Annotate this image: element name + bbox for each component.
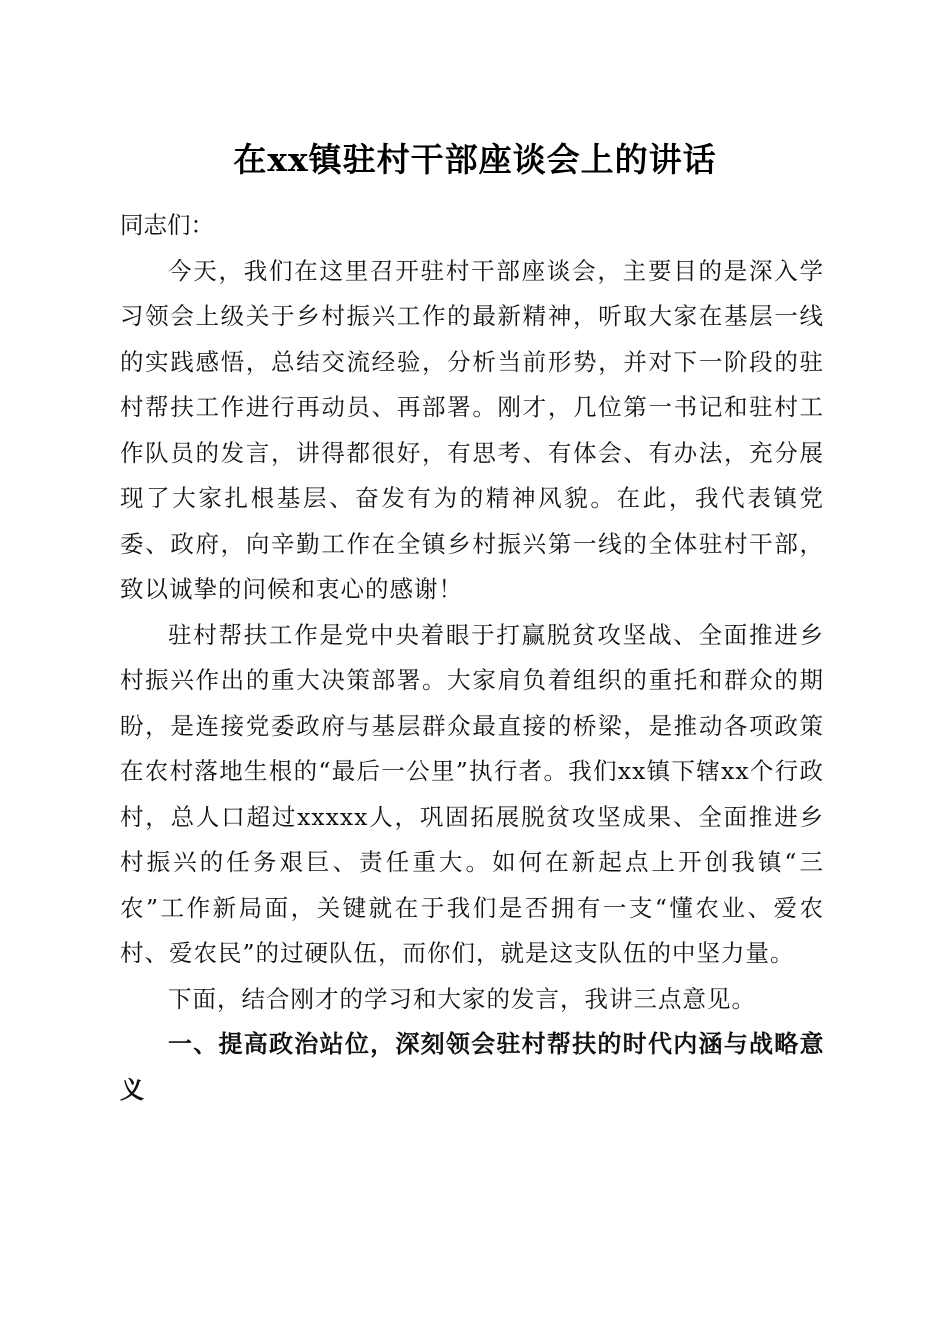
document-body [120, 203, 824, 1113]
salutation: 同志们： [120, 211, 214, 239]
document-title: 在xx镇驻村干部座谈会上的讲话 [233, 140, 717, 179]
paragraph-background: 驻村帮扶工作是党中央着眼于打赢脱贫攻坚战、全面推进乡村振兴作出的重大决策部署。大家肩负着组织的重托和群众的期盼，是连接党委政府与基层群众最直接的桥梁，是推动各项政策在农村落地生根的“最后一公里”执行者。我们xx镇下辖xx个行政村，总人口超过xxxxx人，巩固拓展脱贫攻坚成果、全面推进乡村振兴的任务艰巨、责任重大。如何在新起点上开创我镇“三农”工作新局面，关键就在于我们是否拥有一支“懂农业、爱农村、爱农民”的过硬队伍，而你们，就是这支队伍的中坚力量。 [120, 620, 824, 967]
paragraph-opening: 今天，我们在这里召开驻村干部座谈会，主要目的是深入学习领会上级关于乡村振兴工作的最新精神，听取大家在基层一线的实践感悟，总结交流经验，分析当前形势，并对下一阶段的驻村帮扶工作进行再动员、再部署。刚才，几位第一书记和驻村工作队员的发言，讲得都很好，有思考、有体会、有办法，充分展现了大家扎根基层、奋发有为的精神风貌。在此，我代表镇党委、政府，向辛勤工作在全镇乡村振兴第一线的全体驻村干部，致以诚挚的问候和衷心的感谢！ [120, 256, 824, 603]
section-heading-one: 一、提高政治站位，深刻领会驻村帮扶的时代内涵与战略意义 [120, 1030, 824, 1104]
paragraph-transition: 下面，结合刚才的学习和大家的发言，我讲三点意见。 [168, 984, 756, 1013]
